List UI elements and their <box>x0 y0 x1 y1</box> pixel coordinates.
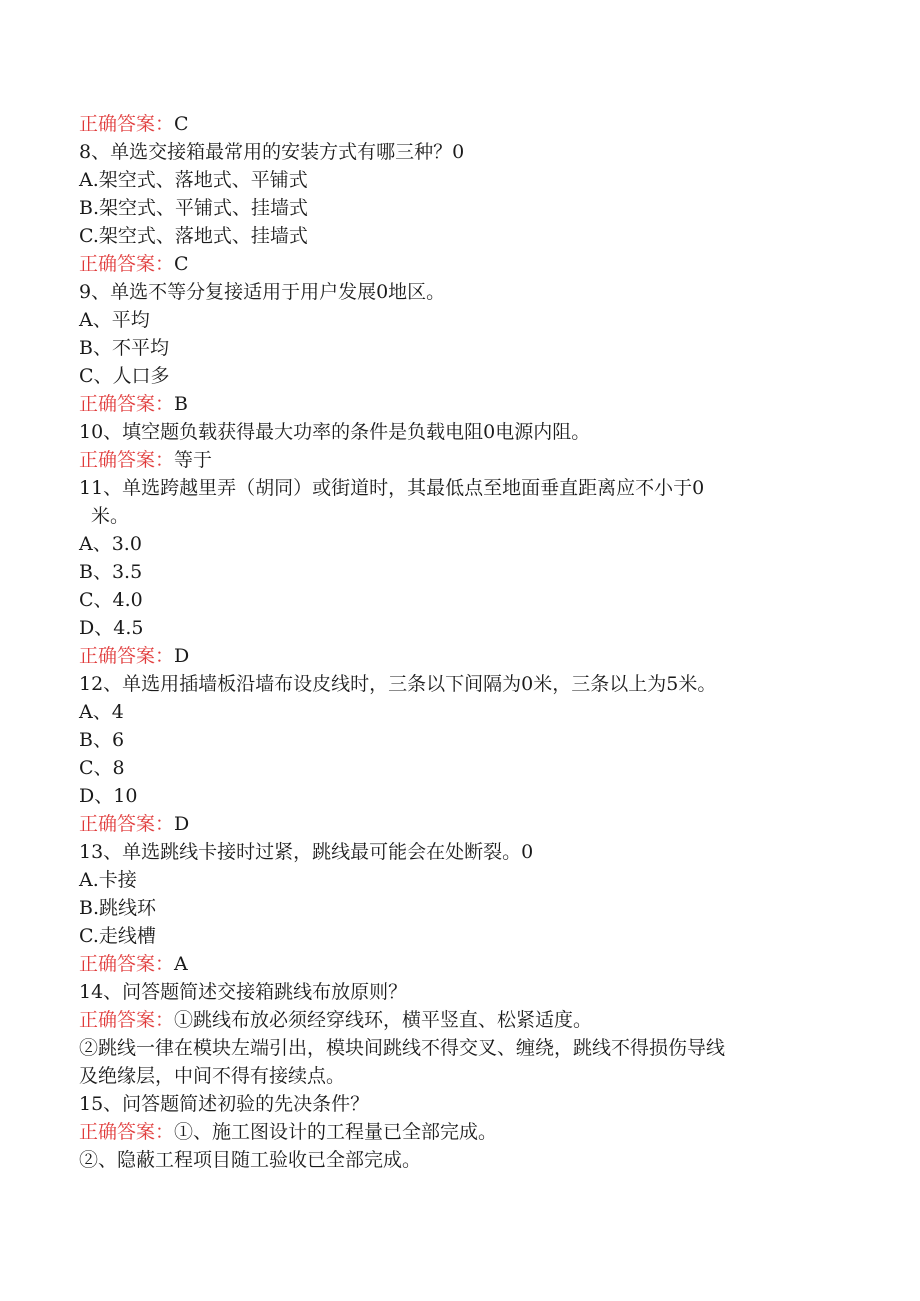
option-c: C.架空式、落地式、挂墙式 <box>79 225 308 247</box>
answer-line <box>79 110 829 138</box>
answer-line <box>79 250 829 278</box>
answer-value: ①跳线布放必须经穿线环，横平竖直、松紧适度。 <box>174 1009 593 1031</box>
option-a: A、3.0 <box>79 533 142 555</box>
option-a: A.架空式、落地式、平铺式 <box>79 169 308 191</box>
option-b: B、不平均 <box>79 337 169 359</box>
option-c: C、8 <box>79 757 125 779</box>
answer-value: C <box>174 113 189 135</box>
answer-value: D <box>174 645 190 667</box>
option-b: B.跳线环 <box>79 897 157 919</box>
answer-label: 正确答案： <box>79 1009 175 1031</box>
question-14: 14、问答题简述交接箱跳线布放原则？ <box>79 981 408 1003</box>
option-d: D、10 <box>79 785 138 807</box>
answer-value: B <box>174 393 188 415</box>
answer-line <box>79 1006 829 1034</box>
answer-label: 正确答案： <box>79 1121 175 1143</box>
answer-label: 正确答案： <box>79 449 175 471</box>
question-13: 13、单选跳线卡接时过紧，跳线最可能会在处断裂。0 <box>79 841 534 863</box>
option-b: B、6 <box>79 729 125 751</box>
question-12: 12、单选用插墙板沿墙布设皮线时，三条以下间隔为0米，三条以上为5米。 <box>79 673 717 695</box>
answer-label: 正确答案： <box>79 113 175 135</box>
question-10: 10、填空题负载获得最大功率的条件是负载电阻0电源内阻。 <box>79 421 591 443</box>
option-c: C、人口多 <box>79 365 170 387</box>
answer-continued: ②跳线一律在模块左端引出，模块间跳线不得交叉、缠绕，跳线不得损伤导线 <box>79 1037 726 1059</box>
answer-value: D <box>174 813 190 835</box>
answer-value: ①、施工图设计的工程量已全部完成。 <box>174 1121 498 1143</box>
question-11-continued: 米。 <box>91 505 130 527</box>
answer-line <box>79 642 829 670</box>
question-11: 11、单选跨越里弄（胡同）或街道时，其最低点至地面垂直距离应不小于0 <box>79 477 705 499</box>
answer-line <box>79 446 829 474</box>
answer-label: 正确答案： <box>79 645 175 667</box>
option-a: A、4 <box>79 701 124 723</box>
answer-label: 正确答案： <box>79 393 175 415</box>
answer-label: 正确答案： <box>79 253 175 275</box>
answer-value: C <box>174 253 189 275</box>
option-c: C、4.0 <box>79 589 143 611</box>
document-page <box>79 110 829 1174</box>
option-c: C.走线槽 <box>79 925 156 947</box>
option-d: D、4.5 <box>79 617 144 639</box>
answer-line <box>79 390 829 418</box>
answer-value: A <box>174 953 188 975</box>
option-a: A、平均 <box>79 309 150 331</box>
question-8: 8、单选交接箱最常用的安装方式有哪三种？0 <box>79 141 465 163</box>
answer-line <box>79 810 829 838</box>
answer-label: 正确答案： <box>79 813 175 835</box>
answer-continued: 及绝缘层，中间不得有接续点。 <box>79 1065 346 1087</box>
answer-line <box>79 950 829 978</box>
question-15: 15、问答题简述初验的先决条件？ <box>79 1093 370 1115</box>
option-b: B、3.5 <box>79 561 143 583</box>
answer-line <box>79 1118 829 1146</box>
answer-continued: ②、隐蔽工程项目随工验收已全部完成。 <box>79 1149 422 1171</box>
option-a: A.卡接 <box>79 869 137 891</box>
answer-value: 等于 <box>174 449 213 471</box>
option-b: B.架空式、平铺式、挂墙式 <box>79 197 309 219</box>
question-9: 9、单选不等分复接适用于用户发展0地区。 <box>79 281 446 303</box>
answer-label: 正确答案： <box>79 953 175 975</box>
